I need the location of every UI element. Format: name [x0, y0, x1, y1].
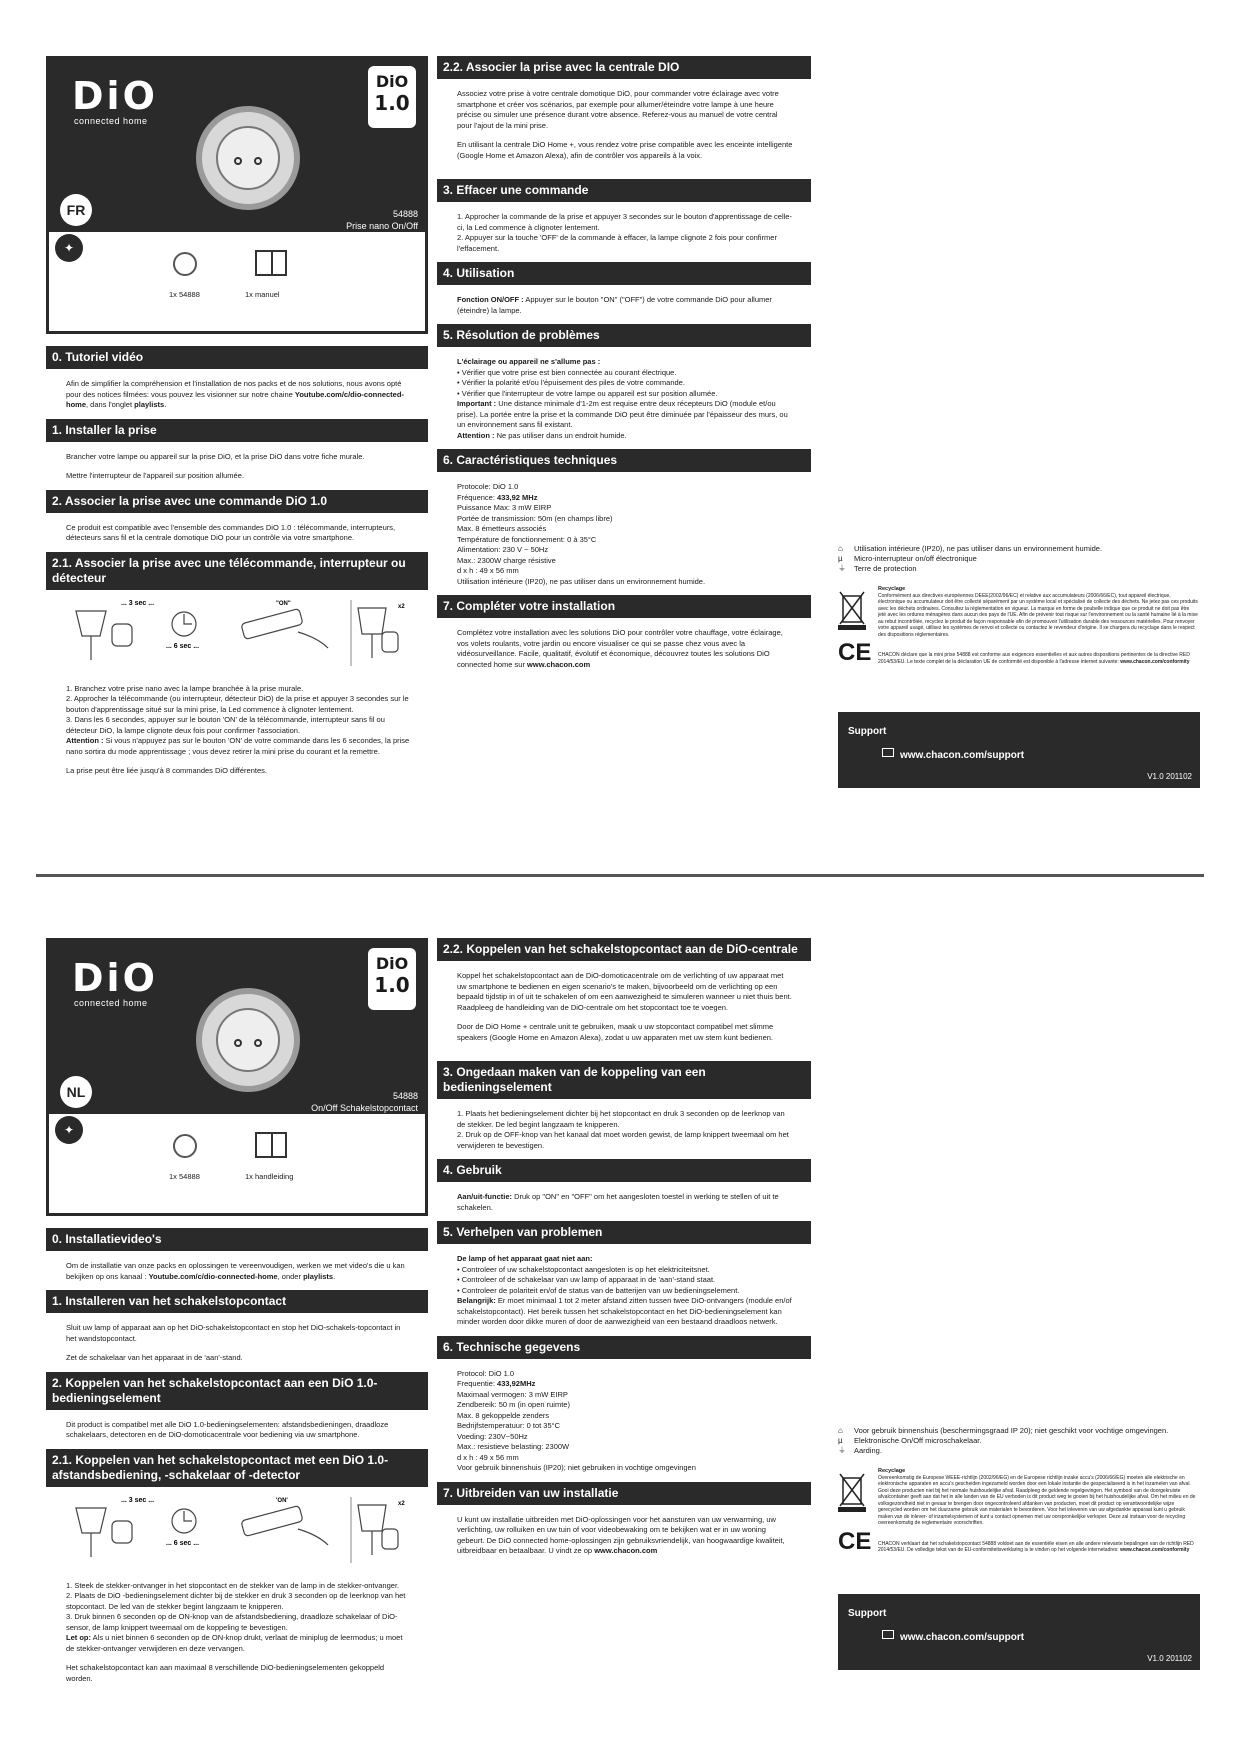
symbol-earth: Aarding.: [854, 1446, 882, 1455]
language-badge: FR: [60, 194, 92, 226]
s5-attention-label: Attention :: [457, 430, 495, 440]
section-3-title: 3. Effacer une commande: [437, 179, 811, 202]
section-2-1-title: 2.1. Associer la prise avec une télécommande, interrupteur ou détecteur: [46, 552, 428, 590]
s21-step2: 2. Plaats de DiO -bedieningselement dichter bij de stekker en druk 3 seconden op de leerknop van het stopcontact. De led van de stekker begint langzaam te knipperen.: [66, 1591, 406, 1611]
s7-text: U kunt uw installatie uitbreiden met DiO-oplossingen voor het aansturen van uw verwarming, uw verlichting, uw rolluiken en uw tuin of voor videobewaking om te bekijken wat er in uw woning gebeurt. De DiO connected home-oplossingen zijn gebruiksvriendelijk, van hoogwaardige kwaliteit, uitbreidbaar en betaalbaar. U vindt ze op: [457, 1514, 785, 1555]
spec-transmitters: Max. 8 gekoppelde zenders: [457, 1410, 550, 1420]
model-name: On/Off Schakelstopcontact: [311, 1103, 418, 1113]
section-1-title: 1. Installeren van het schakelstopcontact: [46, 1290, 428, 1313]
lamp-blink-icon: [358, 608, 386, 634]
section-7-title: 7. Uitbreiden van uw installatie: [437, 1482, 811, 1505]
symbol-indoor: Voor gebruik binnenshuis (beschermingsgraad IP 20); niet geschikt voor vochtige omgevingen.: [854, 1426, 1169, 1435]
contents-item-manual: 1x manuel: [245, 290, 280, 299]
pairing-illustration: [46, 596, 428, 670]
section-2-title: 2. Associer la prise avec une commande DiO 1.0: [46, 490, 428, 513]
section-7-text: [437, 618, 811, 678]
crossed-bin-icon: [838, 1472, 866, 1512]
s21-attention-label: Attention :: [66, 736, 104, 745]
recycling-text: Overeenkomstig de Europese WEEE-richtlijn (2002/96/EG) en de Europese richtlijn inzake accu's (2006/66/EG) moeten alle elektrische en elektronische apparaten en accu's gescheiden ingezameld worden door een lokale instantie die gespecialiseerd is in het inzamelen van afval. Gooi deze producten niet bij het normale huishoudelijke afval. Raadpleeg de geldende regelgevingen. Het symbool van de doorgekruiste afvalcontainer geeft aan dat het in alle landen van de EU verboden is dit product weg te gooien bij het huishoudelijke afval. Om het milieu en de volksgezondheid niet in gevaar te brengen door ongecontroleerd afdanken van producten, moet dit product op verantwoordelijke wijze gerecycled worden om het duurzame gebruik van materialen te bevorderen. Voor het inleveren van uw afgedankte apparaat kunt u gebruik maken van de inlever- of inzamelsystemen of kunt u contact opnemen met uw oorspronkelijke verkoper. Deze zal instaan voor de recycling overeenkomstig de reglementaire voorschriften.: [878, 1474, 1196, 1526]
s22-p1: Associez votre prise à votre centrale domotique DiO, pour commander votre éclairage avec votre smartphone et créer vos scénarios, par exemple pour allumer/éteindre votre lampe à une heure précise ou simuler une présence durant votre absence. Referez-vous au manuel de votre central pour l'ajout de la mini prise.: [457, 89, 779, 130]
cover-panel: [46, 938, 428, 1114]
spec-frequency-value: 433,92MHz: [497, 1379, 536, 1388]
bird-icon: ✦: [55, 234, 83, 262]
s5-important: Une distance minimale d'1-2m est requise entre deux récepteurs DiO (module et/ou prise). La portée entre la prise et la commande DiO peut être diminuée par l'épaisseur des murs, ou un environnement sans fil existant.: [457, 399, 788, 429]
playlists-label: playlists: [134, 400, 165, 409]
s21-attention-label: Let op:: [66, 1633, 91, 1642]
section-2-1-text: [46, 674, 428, 785]
page-divider: [36, 874, 1204, 877]
middle-column: [437, 56, 811, 678]
safety-symbols: [838, 1426, 1198, 1456]
smart-plug-image: [196, 106, 300, 210]
spec-indoor-use: Voor gebruik binnenshuis (IP20); niet gebruiken in vochtige omgevingen: [457, 1463, 696, 1472]
section-7-title: 7. Compléter votre installation: [437, 595, 811, 618]
plug-icon: [173, 252, 197, 276]
spec-temperature: Température de fonctionnement: 0 à 35°C: [457, 534, 597, 544]
section-5-title: 5. Verhelpen van problemen: [437, 1221, 811, 1244]
support-title: Support: [848, 726, 887, 737]
section-2-text: [46, 513, 428, 552]
s5-bullet: • Vérifier la polarité et/ou l'épuisement des piles de votre commande.: [457, 378, 685, 387]
section-6-text: [437, 1359, 811, 1482]
s2-p1: Dit product is compatibel met alle DiO 1.0-bedieningselementen: afstandsbedieningen, draadloze schakelaars, detectoren en de DiO-domoticacentrale voor bediening via uw smartphone.: [66, 1419, 389, 1439]
support-link[interactable]: www.chacon.com/support: [900, 1632, 1025, 1643]
contents-item-manual: 1x handleiding: [245, 1172, 294, 1181]
section-6-text: [437, 472, 811, 595]
plug-hole: [254, 157, 262, 165]
s3-p2: 2. Druk op de OFF-knop van het kanaal dat moet worden gewist, de lamp knippert tweemaal om het verwijderen te bevestigen.: [457, 1130, 789, 1150]
illus-on: 'ON': [276, 1497, 288, 1504]
spec-range: Zendbereik: 50 m (in open ruimte): [457, 1400, 570, 1409]
section-2-2-title: 2.2. Koppelen van het schakelstopcontact aan de DiO-centrale: [437, 938, 811, 961]
plug-face: [216, 126, 280, 190]
section-2-1-title: 2.1. Koppelen van het schakelstopcontact met een DiO 1.0-afstandsbediening, -schakelaar of -detector: [46, 1449, 428, 1487]
dio-1-0-badge: [368, 948, 416, 1010]
conformity-link[interactable]: www.chacon.com/conformity: [1120, 658, 1190, 665]
envelope-icon: [882, 748, 894, 757]
s3-p1: 1. Plaats het bedieningselement dichter bij het stopcontact en druk 3 seconden op de leerknop van de stekker. De led begint langzaam te knipperen.: [457, 1109, 785, 1129]
s4-text: Appuyer sur le bouton "ON" ("OFF") de votre commande DiO pour allumer (éteindre) la lampe.: [457, 295, 772, 315]
s3-p2: 2. Appuyer sur la touche 'OFF' de la commande à effacer, la lampe clignote 2 fois pour confirmer l'effacement.: [457, 233, 777, 253]
plug-icon: [112, 624, 132, 646]
remote-control-icon: [241, 608, 303, 639]
version-label: V1.0 201102: [1147, 772, 1192, 781]
recycling-block: [838, 1468, 1198, 1527]
s1-p2: Mettre l'interrupteur de l'appareil sur position allumée.: [66, 471, 244, 480]
section-6-title: 6. Technische gegevens: [437, 1336, 811, 1359]
s1-p1: Sluit uw lamp of apparaat aan op het DiO-schakelstopcontact en stop het DiO-schakels-topcontact in het wandstopcontact.: [66, 1323, 401, 1343]
cover-panel: [46, 56, 428, 232]
bird-icon: ✦: [55, 1116, 83, 1144]
ce-declaration: CHACON déclare que la mini prise 54888 est conforme aux exigences essentielles et aux autres dispositions pertinentes de la directive RED 2014/53/EU. Le texte complet de la déclaration UE de conformité est disponible à l'adresse internet suivante:: [878, 652, 1190, 665]
section-6-title: 6. Caractéristiques techniques: [437, 449, 811, 472]
left-column: [46, 56, 428, 785]
plug-hole: [234, 157, 242, 165]
spec-protocol: Protocole: DiO 1.0: [457, 482, 519, 491]
recycling-block: [838, 586, 1198, 638]
logo-subtitle: connected home: [74, 116, 148, 126]
contents-item-plug: 1x 54888: [169, 1172, 200, 1181]
spec-protocol: Protocol: DiO 1.0: [457, 1368, 515, 1378]
illus-6sec: ... 6 sec ...: [166, 642, 200, 650]
envelope-icon: [882, 1630, 894, 1639]
section-1-title: 1. Installer la prise: [46, 419, 428, 442]
dio-logo: DiO: [72, 956, 158, 1000]
s22-p2: Door de DiO Home + centrale unit te gebruiken, maak u uw stopcontact compatibel met slimme speakers (Google Home en Amazon Alexa), zodat u uw apparaten met uw stem kunt bedienen.: [457, 1022, 774, 1042]
section-4-text: [437, 1182, 811, 1221]
model-number: 54888: [392, 1091, 418, 1101]
plug-icon: [382, 1529, 398, 1549]
manual-icon: [255, 1132, 287, 1158]
earth-ground-icon: ⏚: [838, 564, 846, 573]
s0-body: Afin de simplifier la compréhension et l'installation de nos packs et de nos solutions, nous avons opté pour des notices filmées: vous pouvez les visionner sur notre chaine: [66, 379, 402, 399]
spec-power: Puissance Max: 3 mW EIRP: [457, 503, 552, 512]
spec-power: Maximaal vermogen: 3 mW EIRP: [457, 1389, 568, 1399]
s5-important: Er moet minimaal 1 tot 2 meter afstand zitten tussen twee DiO-ontvangers (module en/of schakelstopcontact). Het bereik tussen het schakelstopcontact en het DiO-bedieningselement kan minder worden door dikke muren of door de aanwezigheid van een bestaand draadloos netwerk.: [457, 1296, 792, 1326]
s21-attention: Als u niet binnen 6 seconden op de ON-knop drukt, verlaat de miniplug de leermodus; u moet de stekker-ontvanger verwijderen en deze vervangen.: [66, 1633, 403, 1653]
section-0-text: [46, 1251, 428, 1290]
section-4-text: [437, 285, 811, 324]
micro-switch-icon: µ: [838, 1436, 843, 1445]
plug-hole: [234, 1039, 242, 1047]
section-0-title: 0. Tutoriel vidéo: [46, 346, 428, 369]
s0-body2: , onder: [277, 1271, 301, 1281]
model-info: [311, 1090, 418, 1114]
plug-icon: [112, 1521, 132, 1543]
section-5-text: [437, 1244, 811, 1336]
s5-lead: L'éclairage ou appareil ne s'allume pas :: [457, 357, 601, 366]
symbol-switch: Elektronische On/Off microschakelaar.: [854, 1436, 982, 1445]
right-column: [838, 938, 1198, 1663]
plug-face: [216, 1008, 280, 1072]
ce-declaration: CHACON verklaart dat het schakelstopcontact 54888 voldoet aan de essentiële eisen en alle andere relevante bepalingen van de richtlijn RED 2014/53/EU. De volledige tekst van de EU-conformiteitsverklaring is te vinden op het volgende internetadres:: [878, 1540, 1194, 1553]
spec-temperature: Bedrijfstemperatuur: 0 tot 35°C: [457, 1421, 561, 1430]
safety-symbols: [838, 544, 1198, 574]
plug-icon: [382, 632, 398, 652]
version-label: V1.0 201102: [1147, 1654, 1192, 1663]
s21-step1: 1. Steek de stekker-ontvanger in het stopcontact en de stekker van de lamp in de stekker-ontvanger.: [66, 1580, 400, 1590]
s5-bullet: • Controleer of uw schakelstopcontact aangesloten is op het elektriciteitsnet.: [457, 1264, 710, 1274]
spec-indoor-use: Utilisation intérieure (IP20), ne pas utiliser dans un environnement humide.: [457, 576, 706, 586]
symbol-switch: Micro-interrupteur on/off électronique: [854, 554, 977, 563]
plug-hole: [254, 1039, 262, 1047]
s5-attention: Ne pas utiliser dans un endroit humide.: [494, 430, 627, 440]
support-link[interactable]: www.chacon.com/support: [900, 750, 1025, 761]
dio-1-0-badge: [368, 66, 416, 128]
spec-frequency: [457, 493, 793, 504]
badge-brand: DiO: [375, 954, 409, 973]
s1-p2: Zet de schakelaar van het apparaat in de 'aan'-stand.: [66, 1353, 243, 1362]
manual-icon: [255, 250, 287, 276]
s3-p1: 1. Approcher la commande de la prise et appuyer 3 secondes sur le bouton d'apprentissage de celle-ci, la Led commence à clignoter lentement.: [457, 212, 792, 232]
spec-load: Max.: resistieve belasting: 2300W: [457, 1442, 570, 1451]
s0-end: .: [333, 1271, 336, 1281]
section-4-title: 4. Utilisation: [437, 262, 811, 285]
youtube-link[interactable]: Youtube.com/c/dio-connected-home: [148, 1271, 278, 1281]
spec-frequency-label: Fréquence:: [457, 492, 498, 502]
section-1-text: [46, 442, 428, 490]
illus-3sec: ... 3 sec ...: [121, 599, 155, 607]
s0-body: Om de installatie van onze packs en oplossingen te vereenvoudigen, werken we met video's die u kan bekijken op ons kanaal :: [66, 1261, 405, 1281]
s5-important-label: Belangrijk:: [457, 1296, 496, 1305]
left-column: [46, 938, 428, 1692]
illus-6sec: ... 6 sec ...: [166, 1539, 200, 1547]
illus-on: "ON": [276, 600, 291, 607]
recycling-title: Recyclage: [878, 1468, 906, 1474]
model-number: 54888: [392, 209, 418, 219]
section-5-text: [437, 347, 811, 449]
s21-attention: Si vous n'appuyez pas sur le bouton 'ON' de votre commande dans les 6 secondes, la prise nano sortira du mode apprentissage ; vous devez retirer la mini prise du courant et la remettre.: [66, 736, 410, 756]
chacon-link[interactable]: www.chacon.com: [527, 659, 591, 669]
section-2-2-text: [437, 961, 811, 1051]
conformity-link[interactable]: www.chacon.com/conformity: [1120, 1547, 1190, 1553]
badge-version: 1.0: [374, 91, 410, 115]
s1-p1: Brancher votre lampe ou appareil sur la prise DiO, et la prise DiO dans votre fiche murale.: [66, 451, 365, 461]
badge-brand: DiO: [375, 72, 409, 91]
spec-frequency-value: 433,92 MHz: [497, 492, 538, 502]
s0-end: .: [164, 400, 167, 409]
s21-step3: 3. Druk binnen 6 seconden op de ON-knop van de afstandsbediening, draadloze schakelaar of DiO-sensor, de lamp knippert tweemaal om de koppeling te bevestigen.: [66, 1612, 398, 1632]
earth-ground-icon: ⏚: [838, 1446, 846, 1455]
box-contents: [46, 232, 428, 334]
spec-load: Max.: 2300W charge résistive: [457, 555, 556, 565]
crossed-bin-icon: [838, 590, 866, 630]
illus-x2: x2: [398, 603, 405, 610]
support-panel: [838, 1594, 1200, 1670]
s5-bullet: • Controleer de polariteit en/of de status van de batterijen van uw bedieningselement.: [457, 1285, 740, 1295]
s21-note: Het schakelstopcontact kan aan maximaal 8 verschillende DiO-bedieningselementen gekoppeld worden.: [66, 1663, 385, 1683]
section-2-2-text: [437, 79, 811, 169]
dio-logo: DiO: [72, 74, 158, 118]
illus-x2: x2: [398, 1500, 405, 1507]
s4-label: Fonction ON/OFF :: [457, 295, 524, 304]
s21-step1: 1. Branchez votre prise nano avec la lampe branchée à la prise murale.: [66, 683, 304, 693]
s21-step3: 3. Dans les 6 secondes, appuyer sur le bouton 'ON' de la télécommande, interrupteur sans fil ou détecteur DiO, la lampe clignote deux fois pour confirmer l'association.: [66, 715, 385, 735]
micro-switch-icon: µ: [838, 554, 843, 563]
s21-note: La prise peut être liée jusqu'à 8 commandes DiO différentes.: [66, 766, 267, 775]
hand-icon: [298, 1529, 328, 1545]
section-2-title: 2. Koppelen van het schakelstopcontact aan een DiO 1.0-bedieningselement: [46, 1372, 428, 1410]
french-leaflet: [0, 0, 1241, 872]
pairing-steps-drawing: [66, 1493, 416, 1567]
language-badge: NL: [60, 1076, 92, 1108]
right-column: [838, 56, 1198, 781]
spec-range: Portée de transmission: 50m (en champs libre): [457, 513, 613, 523]
ce-block: [838, 639, 1198, 666]
ce-block: [838, 1527, 1198, 1555]
house-icon: ⌂: [838, 544, 843, 553]
model-name: Prise nano On/Off: [346, 221, 418, 231]
spec-dimensions: d x h : 49 x 56 mm: [457, 566, 519, 575]
house-icon: ⌂: [838, 1426, 843, 1435]
playlists-label: playlists: [303, 1271, 334, 1281]
section-3-text: [437, 202, 811, 262]
chacon-link[interactable]: www.chacon.com: [594, 1546, 658, 1555]
s22-p2: En utilisant la centrale DiO Home +, vous rendez votre prise compatible avec les enceinte intelligente (Google Home et Amazon Alexa), afin de contrôler vos appareils à la voix.: [457, 140, 793, 160]
plug-icon: [173, 1134, 197, 1158]
spec-frequency-label: Frequentie:: [457, 1379, 498, 1388]
s5-bullet: • Vérifier que l'interrupteur de votre lampe ou appareil est sur position allumée.: [457, 388, 718, 398]
badge-version: 1.0: [374, 973, 410, 997]
middle-column: [437, 938, 811, 1565]
s2-p1: Ce produit est compatible avec l'ensemble des commandes DiO 1.0 : télécommande, interrupteurs, détecteurs sans fil et la centrale domotique DiO pour un contrôle via votre smartphone.: [66, 522, 396, 542]
s0-body2: , dans l'onglet: [86, 400, 133, 409]
section-0-title: 0. Installatievideo's: [46, 1228, 428, 1251]
ce-mark-icon: CE: [838, 1527, 872, 1555]
s5-bullet: • Vérifier que votre prise est bien connectée au courant électrique.: [457, 367, 677, 377]
lamp-shade-icon: [76, 611, 106, 636]
support-title: Support: [848, 1608, 887, 1619]
s4-text: Druk op "ON" en "OFF" om het aangesloten toestel in werking te stellen of uit te schakelen.: [457, 1192, 779, 1212]
s4-label: Aan/uit-functie:: [457, 1192, 512, 1201]
section-0-text: [46, 369, 428, 419]
logo-subtitle: connected home: [74, 998, 148, 1008]
section-3-text: [437, 1099, 811, 1159]
section-4-title: 4. Gebruik: [437, 1159, 811, 1182]
spec-dimensions: d x h : 49 x 56 mm: [457, 1452, 519, 1462]
illus-3sec: ... 3 sec ...: [121, 1496, 155, 1504]
spec-transmitters: Max. 8 émetteurs associés: [457, 524, 547, 533]
contents-item-plug: 1x 54888: [169, 290, 200, 299]
section-3-title: 3. Ongedaan maken van de koppeling van een bedieningselement: [437, 1061, 811, 1099]
smart-plug-image: [196, 988, 300, 1092]
s21-step2: 2. Approcher la télécommande (ou interrupteur, détecteur DiO) de la prise et appuyer 3 secondes sur le bouton d'apprentissage situé sur la mini prise, la Led commence à clignoter lentement.: [66, 694, 409, 714]
s5-lead: De lamp of het apparaat gaat niet aan:: [457, 1254, 593, 1263]
section-2-text: [46, 1410, 428, 1449]
pairing-illustration: [46, 1493, 428, 1567]
ce-mark-icon: CE: [838, 639, 872, 666]
support-panel: [838, 712, 1200, 788]
section-5-title: 5. Résolution de problèmes: [437, 324, 811, 347]
symbol-earth: Terre de protection: [854, 564, 917, 573]
s5-important-label: Important :: [457, 399, 497, 408]
pairing-steps-drawing: [66, 596, 416, 670]
spec-supply: Alimentation: 230 V ~ 50Hz: [457, 545, 549, 554]
symbol-indoor: Utilisation intérieure (IP20), ne pas utiliser dans un environnement humide.: [854, 544, 1103, 553]
hand-icon: [298, 632, 328, 648]
section-7-text: [437, 1505, 811, 1565]
lamp-blink-icon: [358, 1505, 386, 1531]
box-contents: [46, 1114, 428, 1216]
spec-frequency: [457, 1379, 793, 1390]
recycling-text: Conformément aux directives européennes DEEE(2002/96/EC) et relative aux accumulateurs (2006/66/EC), tout appareil électrique, électronique ou accumulateur doit être collecté séparément par un système local et spécialisé de collecte des déchets. Ne jetez pas ces produits avec les déchets ordinaires. Consultez la réglementation en vigueur. La marque en forme de poubelle indique que ce produit ne doit pas être jeté avec les ordures ménagères dans aucun des pays de l'UE. Afin de prévenir tout risque sur l'environnement ou la santé humaine lié à la mise au rebut incontrôlée, recyclez le produit de façon responsable afin de promouvoir l'utilisation durable des ressources matérielles. Pour renvoyer votre appareil usagé, utilisez les systèmes de renvoi et collecte ou contactez le revendeur d'origine. Il se chargera du recyclage dans le respect des dispositions réglementaires.: [878, 592, 1198, 638]
spec-supply: Voeding: 230V~50Hz: [457, 1431, 528, 1441]
lamp-shade-icon: [76, 1508, 106, 1533]
dutch-leaflet: [0, 882, 1241, 1754]
s22-p1: Koppel het schakelstopcontact aan de DiO-domoticacentrale om de verlichting of uw apparaat met uw smartphone te bedienen en eigen scenario's te maken, bijvoorbeeld om de verlichting op een bepaald tijdstip in of uit te schakelen of om een aanwezigheid te simuleren wanneer u niet thuis bent. Raadpleeg de handleiding van de DiO-centrale om het stopcontact toe te voegen.: [457, 971, 792, 1012]
section-2-1-text: [46, 1571, 428, 1693]
remote-control-icon: [241, 1505, 303, 1536]
youtube-link[interactable]: Youtube.com/c/dio-connected-home: [66, 389, 404, 409]
recycling-title: Recyclage: [878, 586, 906, 592]
s7-text: Complétez votre installation avec les solutions DiO pour contrôler votre chauffage, votre éclairage, vos volets roulants, votre jardin ou encore visualiser ce qui se passe chez vous avec la vidéosurveillance. Facile, qualitatif, évolutif et économique, découvrez toutes les solutions DiO connected home sur: [457, 628, 783, 669]
s5-bullet: • Controleer of de schakelaar van uw lamp of apparaat in de 'aan'-stand staat.: [457, 1275, 716, 1284]
section-1-text: [46, 1313, 428, 1372]
section-2-2-title: 2.2. Associer la prise avec la centrale DIO: [437, 56, 811, 79]
model-info: [346, 208, 418, 232]
